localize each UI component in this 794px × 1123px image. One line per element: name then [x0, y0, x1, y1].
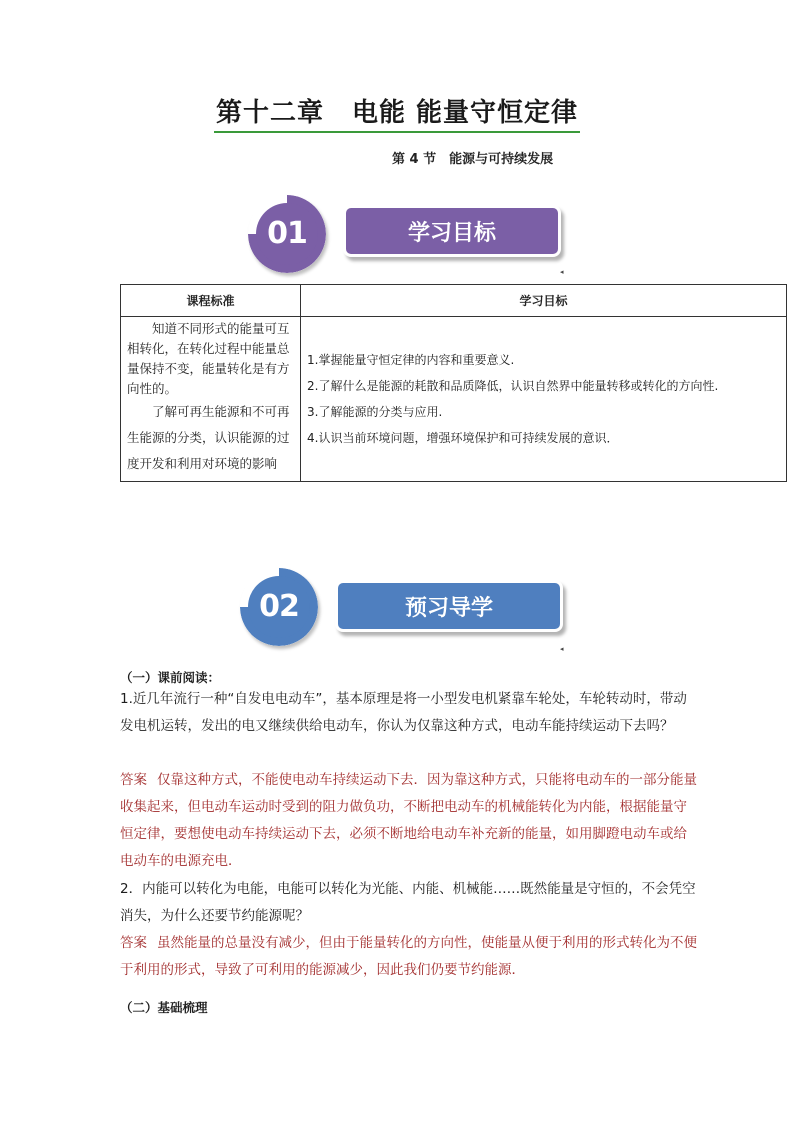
- table-row: [121, 317, 787, 482]
- standard-item: 知道不同形式的能量可互相转化，在转化过程中能量总量保持不变，能量转化是有方向性的。: [127, 321, 290, 396]
- chapter-name: 电能 能量守恒定律: [351, 98, 579, 128]
- standard-item: 了解可再生能源和不可再生能源的分类，认识能源的过度开发和利用对环境的影响: [127, 404, 290, 471]
- page-title: [0, 92, 794, 133]
- reading-heading: （一）课前阅读：: [120, 670, 221, 685]
- answer-label: 答案: [120, 935, 147, 951]
- answer-label: 答案: [120, 772, 147, 788]
- answer-text: 虽然能量的总量没有减少，但由于能量转化的方向性，使能量从便于利用的形式转化为不便于利用的形式，导致了可利用的能源减少，因此我们仍要节约能源．: [120, 935, 697, 978]
- badge-circle: [240, 568, 318, 646]
- question-2: 2．内能可以转化为电能，电能可以转化为光能、内能、机械能……既然能量是守恒的，不会凭空消失，为什么还要节约能源呢？: [120, 881, 696, 924]
- answer-1: [120, 767, 700, 875]
- chapter-number: 第十二章: [215, 98, 324, 128]
- header-standard: 课程标准: [121, 285, 301, 317]
- goal-item: 4.认识当前环境问题，增强环境保护和可持续发展的意识．: [307, 431, 619, 445]
- basics-heading: （二）基础梳理: [120, 1000, 208, 1015]
- section-number: 02: [259, 589, 299, 624]
- goals-cell: [301, 317, 787, 482]
- goal-item: 3.了解能源的分类与应用.: [307, 405, 443, 419]
- section-number: 01: [267, 216, 307, 251]
- goal-item: 2.了解什么是能源的耗散和品质降低，认识自然界中能量转移或转化的方向性.: [307, 379, 719, 393]
- goal-item: 1.掌握能量守恒定律的内容和重要意义.: [307, 353, 515, 367]
- anchor-mark: ◂: [560, 268, 564, 276]
- section-label: 预习导学: [335, 580, 563, 632]
- objectives-table: [120, 284, 787, 482]
- standards-cell: [121, 317, 301, 482]
- table-header-row: [121, 285, 787, 317]
- section-subtitle: 第 4 节 能源与可持续发展: [392, 152, 554, 167]
- header-goals: 学习目标: [301, 285, 787, 317]
- answer-2: [120, 930, 700, 984]
- section-label: 学习目标: [343, 205, 561, 257]
- badge-circle: [248, 195, 326, 273]
- question-1: 1.近几年流行一种“自发电电动车”，基本原理是将一小型发电机紧靠车轮处，车轮转动时，带动发电机运转，发出的电又继续供给电动车，你认为仅靠这种方式，电动车能持续运动下去吗？: [120, 691, 687, 734]
- anchor-mark: ◂: [560, 645, 564, 653]
- answer-text: 仅靠这种方式，不能使电动车持续运动下去．因为靠这种方式，只能将电动车的一部分能量收集起来，但电动车运动时受到的阻力做负功，不断把电动车的机械能转化为内能，根据能量守恒定律，要想使电动车持续运动下去，必须不断地给电动车补充新的能量，如用脚蹬电动车或给电动车的电源充电．: [120, 772, 697, 869]
